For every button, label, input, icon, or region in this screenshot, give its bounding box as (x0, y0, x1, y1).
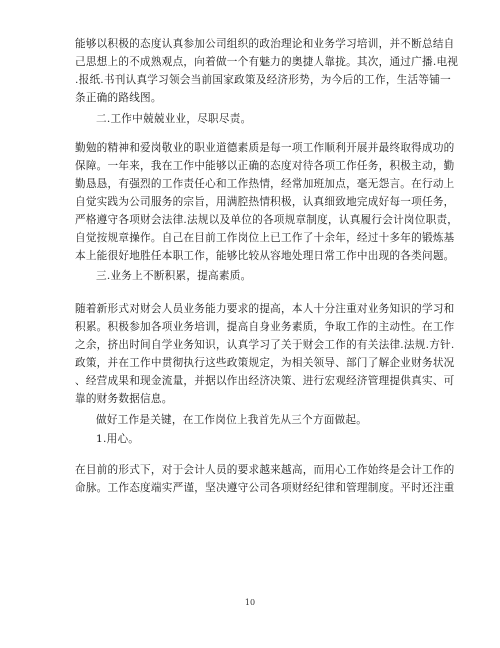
body-line: 勤恳恳，有强烈的工作责任心和工作热情，经常加班加点，毫无怨言。在行动上 (75, 178, 455, 190)
body-line: 做好工作是关键，在工作岗位上我首先从三个方面做起。 (96, 414, 368, 426)
body-line: 条正确的路线图。 (75, 92, 162, 104)
body-line: 靠的财务数据信息。 (75, 393, 173, 405)
body-line: 能够以积极的态度认真参加公司组织的政治理论和业务学习培训，并不断总结自 (75, 38, 455, 50)
body-line: 自觉按规章操作。自己在目前工作岗位上已工作了十余年，经过十多年的锻炼基 (75, 232, 455, 244)
page-number: 10 (244, 598, 256, 607)
body-line: 命脉。工作态度端实严谨，坚决遵守公司各项财经纪律和管理制度。平时还注重 (75, 482, 455, 494)
body-line: 积累。积极参加各项业务培训，提高自身业务素质，争取工作的主动性。在工作 (75, 321, 455, 333)
body-line: 严格遵守各项财会法律.法规以及单位的各项规章制度，认真履行会计岗位职责， (75, 214, 459, 226)
body-line: 政策，并在工作中贯彻执行这些政策规定，为相关领导、部门了解企业财务状况 (75, 357, 455, 369)
body-line: 随着新形式对财会人员业务能力要求的提高，本人十分注重对业务知识的学习和 (75, 303, 455, 315)
body-line: 、经营成果和现金流量，并据以作出经济决策、进行宏观经济管理提供真实、可 (75, 375, 455, 387)
section-heading: 二.工作中兢兢业业，尽职尽责。 (96, 113, 252, 125)
body-line: 勤勉的精神和爱岗敬业的职业道德素质是每一项工作顺利开展并最终取得成功的 (75, 142, 455, 154)
body-line: 本上能很好地胜任本职工作，能够比较从容地处理日常工作中出现的各类问题。 (75, 250, 455, 262)
section-heading: 三.业务上不断积累，提高素质。 (96, 270, 252, 282)
body-line: 之余，挤出时间自学业务知识，认真学习了关于财会工作的有关法律.法规.方针. (75, 339, 455, 351)
body-line: 保障。一年来，我在工作中能够以正确的态度对待各项工作任务，积极主动，勤 (75, 160, 455, 172)
body-line: 在目前的形式下，对于会计人员的要求越来越高，而用心工作始终是会计工作的 (75, 464, 455, 476)
body-line: 自觉实践为公司服务的宗旨，用满腔热情积极，认真细致地完成好每一项任务， (75, 196, 455, 208)
body-line: 己思想上的不成熟观点，向着做一个有魅力的奥捷人靠拢。其次，通过广播.电视 (75, 56, 459, 68)
body-line: .报纸.书刊认真学习领会当前国家政策及经济形势，为今后的工作，生活等铺一 (75, 74, 451, 86)
list-item: 1.用心。 (96, 433, 140, 445)
